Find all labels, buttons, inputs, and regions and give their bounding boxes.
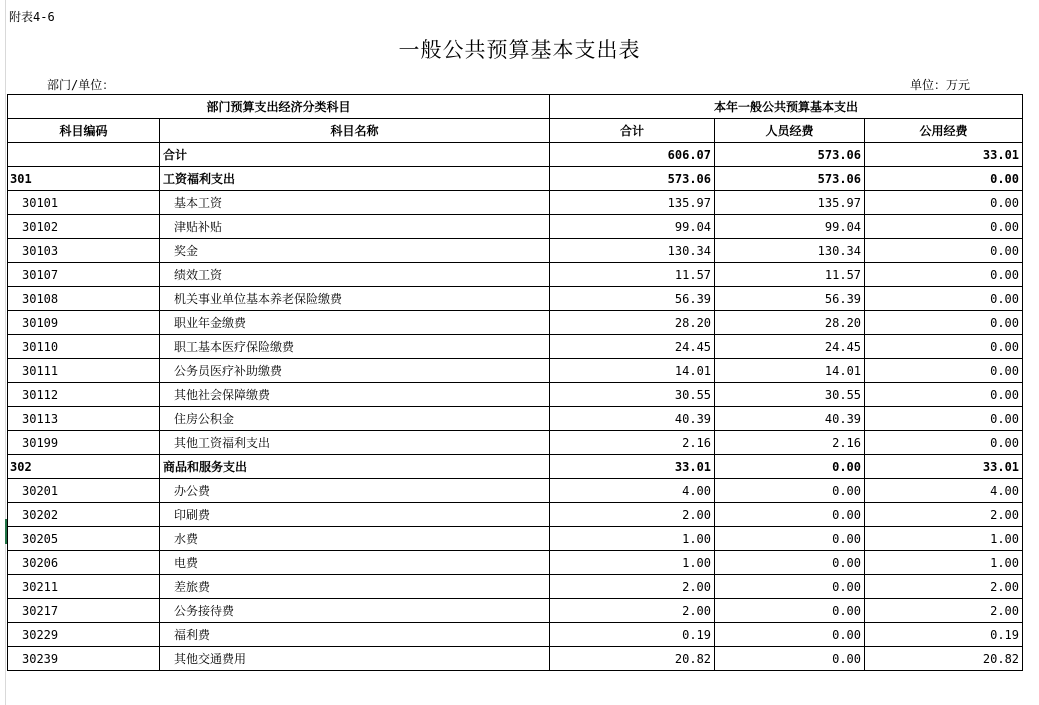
cell-personnel[interactable]: 0.00	[715, 647, 865, 671]
header-code[interactable]: 科目编码	[8, 119, 160, 143]
cell-total[interactable]: 1.00	[550, 551, 715, 575]
cell-personnel[interactable]: 573.06	[715, 167, 865, 191]
cell-personnel[interactable]: 0.00	[715, 455, 865, 479]
table-row	[8, 263, 1023, 287]
cell-total[interactable]: 56.39	[550, 287, 715, 311]
cell-total[interactable]: 1.00	[550, 527, 715, 551]
cell-total[interactable]: 573.06	[550, 167, 715, 191]
cell-total[interactable]: 33.01	[550, 455, 715, 479]
cell-code[interactable]: 30202	[8, 503, 160, 527]
cell-public[interactable]: 0.00	[865, 431, 1023, 455]
cell-total[interactable]: 11.57	[550, 263, 715, 287]
cell-public[interactable]: 0.00	[865, 359, 1023, 383]
cell-name[interactable]: 其他交通费用	[160, 647, 550, 671]
cell-personnel[interactable]: 0.00	[715, 527, 865, 551]
table-row	[8, 455, 1023, 479]
cell-name[interactable]: 福利费	[160, 623, 550, 647]
table-row	[8, 575, 1023, 599]
cell-code[interactable]: 30101	[8, 191, 160, 215]
cell-code[interactable]: 30103	[8, 239, 160, 263]
cell-public[interactable]: 1.00	[865, 527, 1023, 551]
cell-personnel[interactable]: 0.00	[715, 623, 865, 647]
cell-public[interactable]: 0.00	[865, 167, 1023, 191]
cell-code[interactable]: 30229	[8, 623, 160, 647]
table-row	[8, 623, 1023, 647]
cell-name[interactable]: 电费	[160, 551, 550, 575]
cell-name[interactable]: 绩效工资	[160, 263, 550, 287]
cell-personnel[interactable]: 2.16	[715, 431, 865, 455]
header-group-right[interactable]: 本年一般公共预算基本支出	[550, 95, 1023, 119]
table-row	[8, 383, 1023, 407]
table-row	[8, 239, 1023, 263]
table-row	[8, 551, 1023, 575]
header-public[interactable]: 公用经费	[865, 119, 1023, 143]
header-group-row	[8, 95, 1023, 119]
table-row	[8, 287, 1023, 311]
table-row	[8, 143, 1023, 167]
cell-total[interactable]: 24.45	[550, 335, 715, 359]
cell-public[interactable]: 1.00	[865, 551, 1023, 575]
cell-name[interactable]: 公务员医疗补助缴费	[160, 359, 550, 383]
table-row	[8, 479, 1023, 503]
cell-total[interactable]: 20.82	[550, 647, 715, 671]
page-title: 一般公共预算基本支出表	[398, 38, 641, 62]
cell-name[interactable]: 职工基本医疗保险缴费	[160, 335, 550, 359]
cell-public[interactable]: 2.00	[865, 503, 1023, 527]
header-column-row	[8, 119, 1023, 143]
row-selection-marker	[5, 519, 7, 544]
cell-personnel[interactable]: 11.57	[715, 263, 865, 287]
cell-public[interactable]: 0.00	[865, 407, 1023, 431]
cell-code[interactable]: 30111	[8, 359, 160, 383]
cell-code[interactable]: 30211	[8, 575, 160, 599]
cell-name[interactable]: 基本工资	[160, 191, 550, 215]
table-row	[8, 431, 1023, 455]
cell-code[interactable]	[8, 143, 160, 167]
cell-total[interactable]: 0.19	[550, 623, 715, 647]
header-name[interactable]: 科目名称	[160, 119, 550, 143]
cell-total[interactable]: 14.01	[550, 359, 715, 383]
table-row	[8, 335, 1023, 359]
cell-total[interactable]: 28.20	[550, 311, 715, 335]
cell-total[interactable]: 2.00	[550, 599, 715, 623]
cell-code[interactable]: 30112	[8, 383, 160, 407]
cell-code[interactable]: 30199	[8, 431, 160, 455]
cell-public[interactable]: 2.00	[865, 599, 1023, 623]
cell-total[interactable]: 4.00	[550, 479, 715, 503]
cell-code[interactable]: 30205	[8, 527, 160, 551]
cell-total[interactable]: 2.16	[550, 431, 715, 455]
cell-public[interactable]: 2.00	[865, 575, 1023, 599]
cell-public[interactable]: 0.00	[865, 383, 1023, 407]
cell-name[interactable]: 津贴补贴	[160, 215, 550, 239]
cell-name[interactable]: 水费	[160, 527, 550, 551]
table-row	[8, 191, 1023, 215]
unit-label: 单位：万元	[910, 78, 971, 92]
cell-code[interactable]: 30206	[8, 551, 160, 575]
cell-public[interactable]: 0.00	[865, 191, 1023, 215]
cell-total[interactable]: 135.97	[550, 191, 715, 215]
header-personnel[interactable]: 人员经费	[715, 119, 865, 143]
header-group-left[interactable]: 部门预算支出经济分类科目	[8, 95, 550, 119]
cell-code[interactable]: 30110	[8, 335, 160, 359]
cell-personnel[interactable]: 130.34	[715, 239, 865, 263]
budget-table	[7, 94, 1023, 671]
cell-code[interactable]: 30201	[8, 479, 160, 503]
sheet-left-edge	[5, 0, 6, 705]
cell-personnel[interactable]: 573.06	[715, 143, 865, 167]
cell-code[interactable]: 302	[8, 455, 160, 479]
annex-label: 附表4-6	[9, 10, 55, 24]
cell-code[interactable]: 301	[8, 167, 160, 191]
table-row	[8, 359, 1023, 383]
cell-name[interactable]: 公务接待费	[160, 599, 550, 623]
cell-name[interactable]: 其他社会保障缴费	[160, 383, 550, 407]
cell-name[interactable]: 住房公积金	[160, 407, 550, 431]
table-row	[8, 215, 1023, 239]
cell-name[interactable]: 办公费	[160, 479, 550, 503]
cell-name[interactable]: 奖金	[160, 239, 550, 263]
cell-public[interactable]: 0.00	[865, 215, 1023, 239]
table-row	[8, 503, 1023, 527]
table-row	[8, 647, 1023, 671]
cell-public[interactable]: 0.00	[865, 335, 1023, 359]
cell-personnel[interactable]: 28.20	[715, 311, 865, 335]
cell-personnel[interactable]: 56.39	[715, 287, 865, 311]
cell-public[interactable]: 0.19	[865, 623, 1023, 647]
department-label: 部门/单位：	[47, 78, 115, 92]
cell-public[interactable]: 0.00	[865, 311, 1023, 335]
cell-code[interactable]: 30107	[8, 263, 160, 287]
cell-total[interactable]: 30.55	[550, 383, 715, 407]
header-total[interactable]: 合计	[550, 119, 715, 143]
cell-code[interactable]: 30239	[8, 647, 160, 671]
cell-name[interactable]: 印刷费	[160, 503, 550, 527]
cell-name[interactable]: 差旅费	[160, 575, 550, 599]
cell-personnel[interactable]: 40.39	[715, 407, 865, 431]
table-row	[8, 407, 1023, 431]
cell-name[interactable]: 合计	[160, 143, 550, 167]
cell-code[interactable]: 30109	[8, 311, 160, 335]
cell-code[interactable]: 30108	[8, 287, 160, 311]
cell-total[interactable]: 99.04	[550, 215, 715, 239]
cell-personnel[interactable]: 0.00	[715, 479, 865, 503]
cell-code[interactable]: 30217	[8, 599, 160, 623]
cell-public[interactable]: 33.01	[865, 455, 1023, 479]
cell-personnel[interactable]: 99.04	[715, 215, 865, 239]
cell-total[interactable]: 130.34	[550, 239, 715, 263]
cell-personnel[interactable]: 0.00	[715, 575, 865, 599]
cell-personnel[interactable]: 0.00	[715, 551, 865, 575]
cell-name[interactable]: 其他工资福利支出	[160, 431, 550, 455]
cell-name[interactable]: 商品和服务支出	[160, 455, 550, 479]
cell-total[interactable]: 2.00	[550, 503, 715, 527]
cell-total[interactable]: 2.00	[550, 575, 715, 599]
table-row	[8, 599, 1023, 623]
cell-total[interactable]: 40.39	[550, 407, 715, 431]
cell-code[interactable]: 30102	[8, 215, 160, 239]
table-row	[8, 311, 1023, 335]
cell-personnel[interactable]: 30.55	[715, 383, 865, 407]
table-row	[8, 527, 1023, 551]
cell-public[interactable]: 0.00	[865, 287, 1023, 311]
cell-public[interactable]: 33.01	[865, 143, 1023, 167]
cell-public[interactable]: 20.82	[865, 647, 1023, 671]
cell-name[interactable]: 机关事业单位基本养老保险缴费	[160, 287, 550, 311]
cell-personnel[interactable]: 14.01	[715, 359, 865, 383]
cell-personnel[interactable]: 0.00	[715, 503, 865, 527]
cell-code[interactable]: 30113	[8, 407, 160, 431]
cell-personnel[interactable]: 0.00	[715, 599, 865, 623]
cell-name[interactable]: 职业年金缴费	[160, 311, 550, 335]
cell-name[interactable]: 工资福利支出	[160, 167, 550, 191]
cell-public[interactable]: 4.00	[865, 479, 1023, 503]
cell-personnel[interactable]: 135.97	[715, 191, 865, 215]
cell-public[interactable]: 0.00	[865, 239, 1023, 263]
cell-personnel[interactable]: 24.45	[715, 335, 865, 359]
cell-total[interactable]: 606.07	[550, 143, 715, 167]
table-row	[8, 167, 1023, 191]
cell-public[interactable]: 0.00	[865, 263, 1023, 287]
